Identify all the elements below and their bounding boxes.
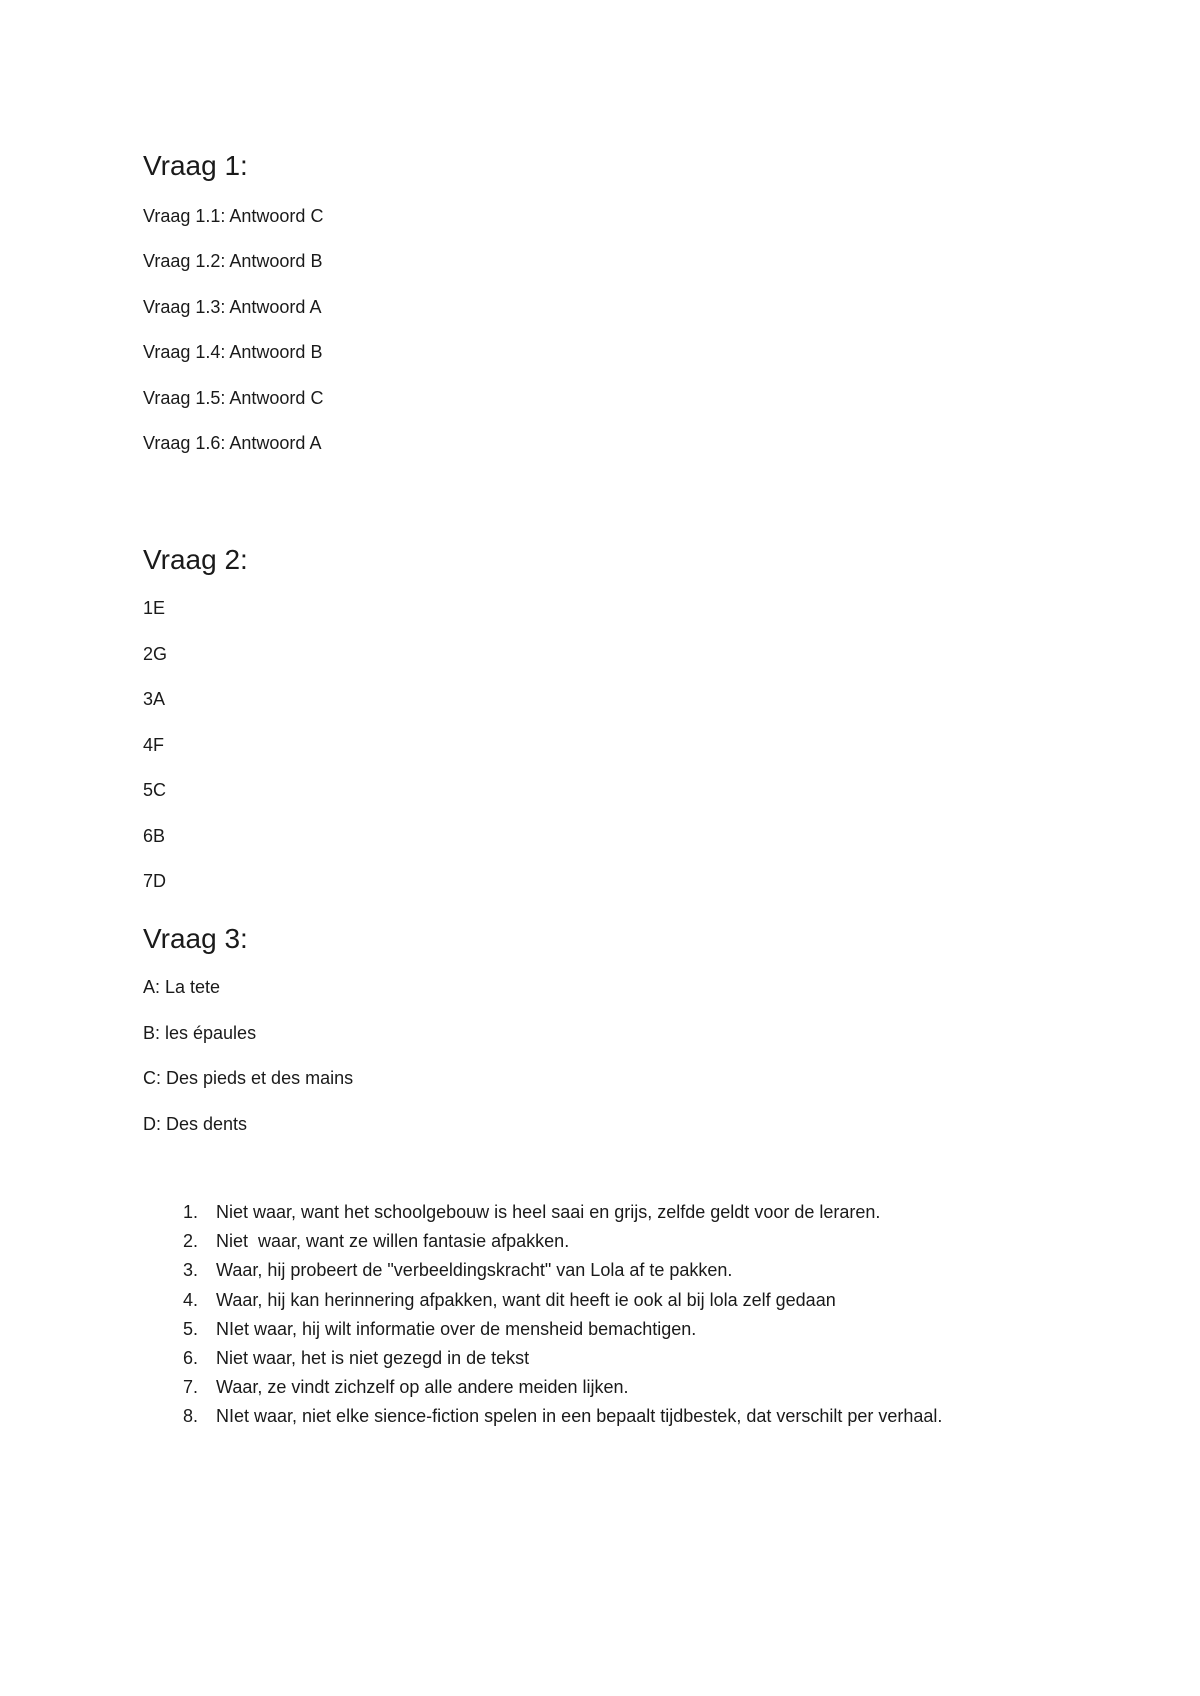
list-number: 4. [182,1289,198,1310]
list-number: 8. [182,1406,198,1427]
list-text: Waar, ze vindt zichzelf op alle andere meiden lijken. [216,1377,629,1398]
list-text: NIet waar, hij wilt informatie over de mensheid bemachtigen. [216,1318,697,1339]
list-text: Niet waar, het is niet gezegd in de tekst [216,1347,530,1368]
answer-line: 3A [143,689,166,709]
answer-line: Vraag 1.1: Antwoord C [143,206,324,226]
section-heading-vraag-1: Vraag 1: [143,150,248,181]
answer-line: Vraag 1.4: Antwoord B [143,342,323,362]
answer-line: D: Des dents [143,1114,248,1134]
answer-line: 5C [143,780,167,800]
answer-line: 7D [143,871,167,891]
list-text: Niet waar, want het schoolgebouw is heel saai en grijs, zelfde geldt voor de leraren. [216,1202,881,1222]
list-text: Waar, hij kan herinnering afpakken, want dit heeft ie ook al bij lola zelf gedaan [216,1289,836,1310]
list-number: 5. [182,1318,198,1339]
list-text: Niet waar, want ze willen fantasie afpakken. [216,1231,570,1252]
list-text: NIet waar, niet elke sience-fiction spelen in een bepaalt tijdbestek, dat verschilt per verhaal. [216,1406,943,1427]
list-number: 3. [182,1260,198,1281]
list-number: 2. [182,1231,198,1252]
answer-line: Vraag 1.2: Antwoord B [143,251,323,271]
list-number: 7. [182,1377,198,1398]
answer-line: 2G [143,644,168,664]
answer-line: B: les épaules [143,1023,257,1043]
answer-line: Vraag 1.6: Antwoord A [143,433,322,453]
list-number: 1. [182,1202,198,1222]
answer-line: 1E [143,598,166,618]
answer-line: 6B [143,826,166,846]
list-text: Waar, hij probeert de "verbeeldingskracht" van Lola af te pakken. [216,1260,733,1281]
answer-line: Vraag 1.5: Antwoord C [143,388,324,408]
list-number: 6. [182,1347,198,1368]
answer-line: Vraag 1.3: Antwoord A [143,297,322,317]
answer-line: C: Des pieds et des mains [143,1068,354,1088]
answer-line: 4F [143,735,165,755]
section-heading-vraag-2: Vraag 2: [143,544,248,575]
answer-line: A: La tete [143,977,221,997]
section-heading-vraag-3: Vraag 3: [143,923,248,954]
